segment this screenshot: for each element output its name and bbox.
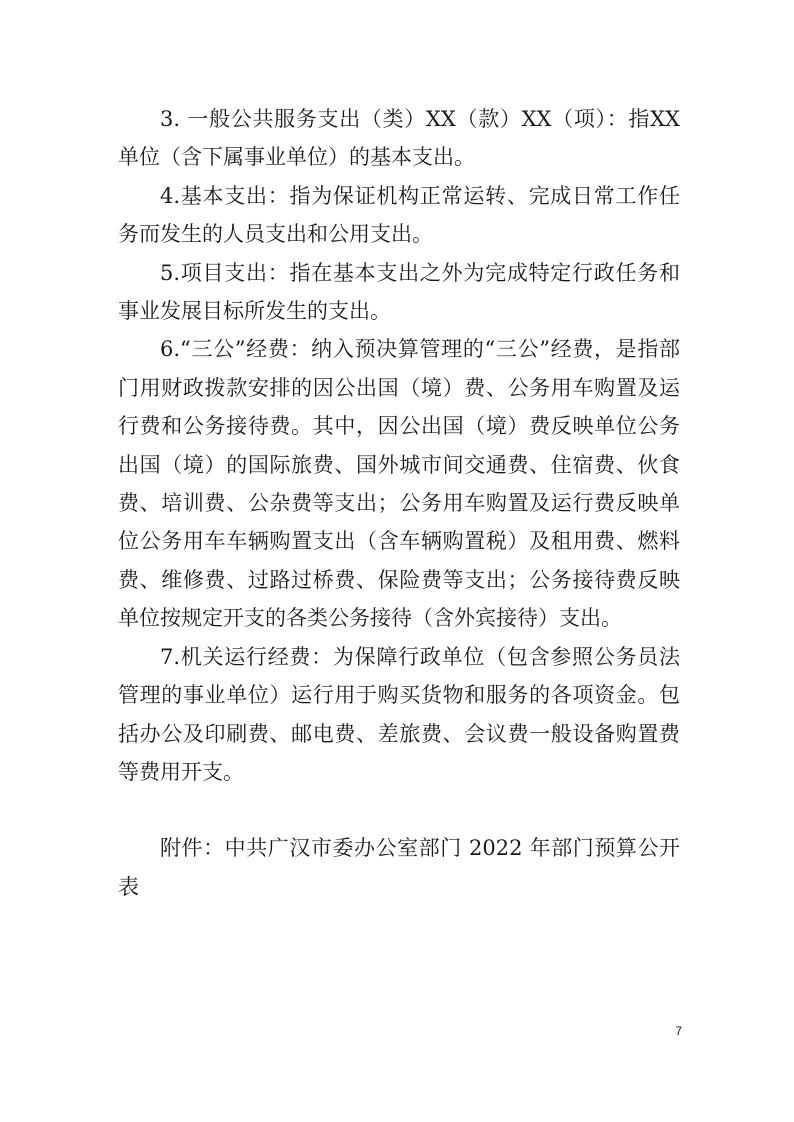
paragraph-operating-expenses: 7.机关运行经费：为保障行政单位（包含参照公务员法管理的事业单位）运行用于购买货物和服务的各项资金。包括办公及印刷费、邮电费、差旅费、会议费一般设备购置费等费用开支。 bbox=[118, 644, 680, 784]
page-number: 7 bbox=[675, 1024, 682, 1038]
paragraph-spacer bbox=[118, 791, 680, 829]
document-body bbox=[118, 100, 680, 906]
paragraph-project-expenditure: 5.项目支出：指在基本支出之外为完成特定行政任务和事业发展目标所发生的支出。 bbox=[118, 260, 680, 324]
attachment-note: 附件：中共广汉市委办公室部门 2022 年部门预算公开表 bbox=[118, 836, 680, 899]
paragraph-general-public-service: 3. 一般公共服务支出（类）XX（款）XX（项）：指XX单位（含下属事业单位）的基本支出。 bbox=[118, 107, 680, 170]
paragraph-three-public-expenses: 6.“三公”经费：纳入预决算管理的“三公”经费，是指部门用财政拨款安排的因公出国（境）费、公务用车购置及运行费和公务接待费。其中，因公出国（境）费反映单位公务出国（境）的国际旅费、国外城市间交通费、住宿费、伙食费、培训费、公杂费等支出；公务用车购置及运行费反映单位公务用车车辆购置支出（含车辆购置税）及租用费、燃料费、维修费、过路过桥费、保险费等支出；公务接待费反映单位按规定开支的各类公务接待（含外宾接待）支出。 bbox=[118, 337, 680, 631]
paragraph-basic-expenditure: 4.基本支出：指为保证机构正常运转、完成日常工作任务而发生的人员支出和公用支出。 bbox=[118, 183, 680, 247]
